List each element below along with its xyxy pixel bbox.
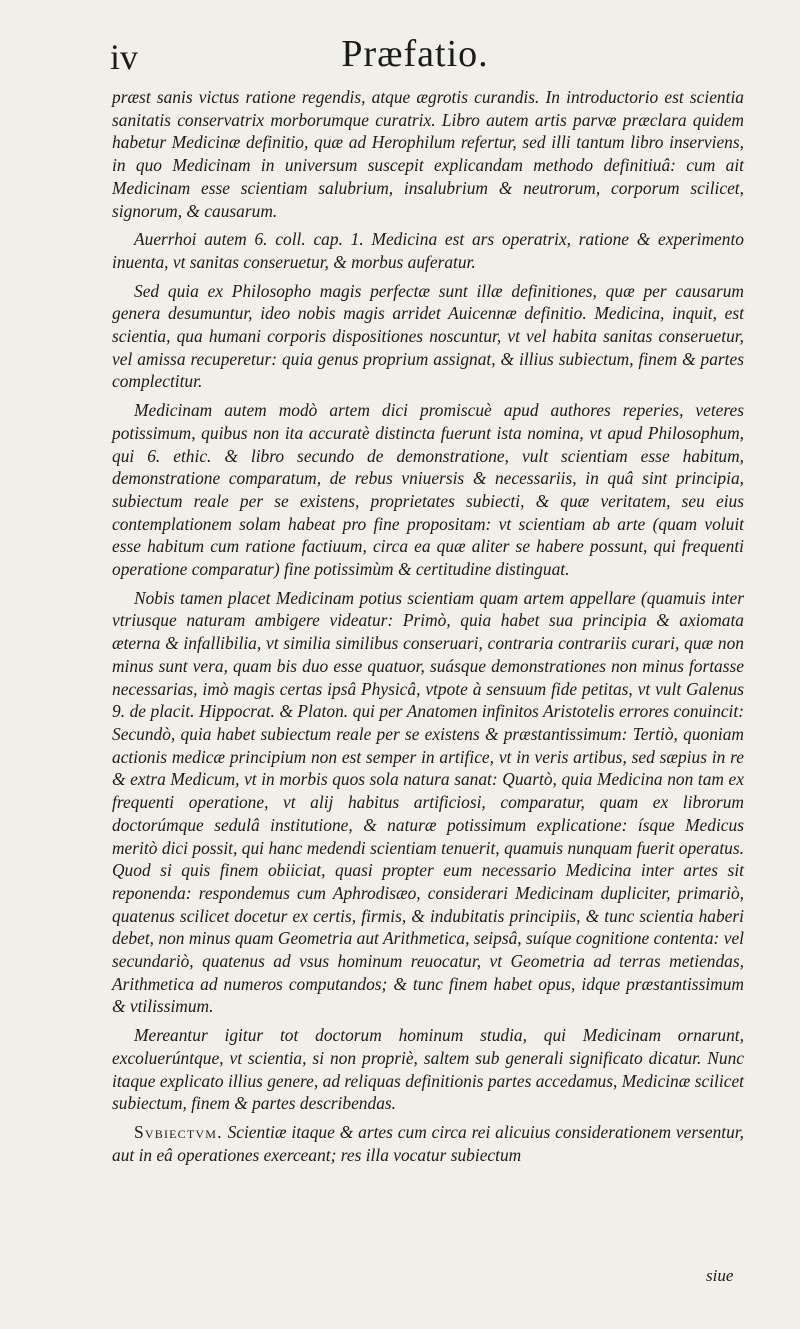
page-header <box>100 30 730 90</box>
running-head: Præfatio. <box>341 33 489 75</box>
paragraph: Medicinam autem modò artem dici promiscuè apud authores reperies, veteres potissimum, quibus non ita accuratè distincta fuerunt ista nomina, vt apud Philosophum, qui 6. ethic. & libro secundo de demonstratione, vult scientiam esse habitum, demonstratione comparatum, de rebus vniuersis & necessariis, in quâ sint principia, subiectum reale per se existens, proprietates subiecti, & quæ veritatem, seu eius contemplationem solam habeat pro fine propositam: vt scientiam ab arte (quam voluit esse habitum cum ratione factiuum, circa ea quæ aliter se habere possunt, qui frequenti operatione comparatur) fine potissimùm & certitudine distinguat. <box>112 400 744 580</box>
folio: iv <box>110 37 139 77</box>
paragraph: Mereantur igitur tot doctorum hominum studia, qui Medicinam ornarunt, excoluerúntque, vt scientia, si non propriè, saltem sub generali significato dicatur. Nunc itaque explicato illius genere, ad reliquas definitionis partes accedamus, Medicinæ scilicet subiectum, finem & partes describendas. <box>112 1025 744 1114</box>
paragraph: Nobis tamen placet Medicinam potius scientiam quam artem appellare (quamuis inter vtriusque naturam ambigere videatur: Primò, quia habet sua principia & axiomata æterna & infallibilia, vt similia similibus conseruari, contraria contrariis curari, quæ non minus sunt vera, quam bis duo esse quatuor, suásque demonstrationes non minus fortasse necessarias, imò magis certas ipsâ Physicâ, vtpote à sensuum fide petitas, vt vult Galenus 9. de placit. Hippocrat. & Platon. qui per Anatomen infinitos Aristotelis errores conuincit: Secundò, quia habet subiectum reale per se existens & præstantissimum: Tertiò, quoniam actionis medicæ principium non est semper in artifice, vt in veris artibus, sed sæpius in re & extra Medicum, vt in morbis quos sola natura sanat: Quartò, quia Medicina non tam ex frequenti operatione, vt alij habitus artificiosi, comparatur, quam ex librorum doctorúmque sedulâ institutione, & naturæ potissimum explicatione: ísque Medicus meritò dici possit, qui hanc medendi scientiam tenuerit, quamuis nunquam fuerit operatus. Quod si quis finem obiiciat, quasi propter eum necessario Medicina inter artes sit reponenda: respondemus cum Aphrodisæo, considerari Medicinam dupliciter, primariò, quatenus scilicet docetur ex certis, firmis, & indubitatis principiis, & tunc scientia haberi debet, non minus quam Geometria aut Arithmetica, seipsâ, suíque cognitione contenta: vel secundariò, quatenus ad vsus hominum reuocatur, vt Geometria ad terras metiendas, Arithmetica ad numeros computandos; & tunc finem habet opus, idque præstantissimum & vtilissimum. <box>112 587 744 1017</box>
paragraph: præst sanis victus ratione regendis, atque ægrotis curandis. In introductorio est scientia sanitatis conservatrix morborumque curatrix. Libro autem artis parvæ præclara quidem habetur Medicinæ definitio, quæ ad Herophilum refertur, sed illi tantum libro inserviens, in quo Medicinam in universum suscepit explicandam methodo definitiuâ: cum ait Medicinam esse scientiam salubrium, insalubrium & neutrorum, corporum scilicet, signorum, & causarum. <box>112 87 744 221</box>
paragraph-text: Scientiæ itaque & artes cum circa rei alicuius considerationem versentur, aut in eâ operationes exerceant; res illa vocatur subiectum <box>112 1121 744 1165</box>
body-text <box>112 86 744 1172</box>
paragraph <box>112 1121 744 1166</box>
paragraph: Sed quia ex Philosopho magis perfectæ sunt illæ definitiones, quæ per causarum genera desumuntur, ideo nobis magis arridet Auicennæ definitio. Medicina, inquit, est scientia, qua humani corporis dispositiones noscuntur, vt vel habita sanitas conseruetur, vel amissa recuperetur: quia genus proprium assignat, & illius subiectum, finem & partes complectitur. <box>112 280 744 392</box>
section-heading: Svbiectvm. <box>134 1121 223 1142</box>
catchword: siue <box>706 1266 734 1285</box>
paragraph: Auerrhoi autem 6. coll. cap. 1. Medicina est ars operatrix, ratione & experimento inuenta, vt sanitas conseruetur, & morbus auferatur. <box>112 229 744 272</box>
